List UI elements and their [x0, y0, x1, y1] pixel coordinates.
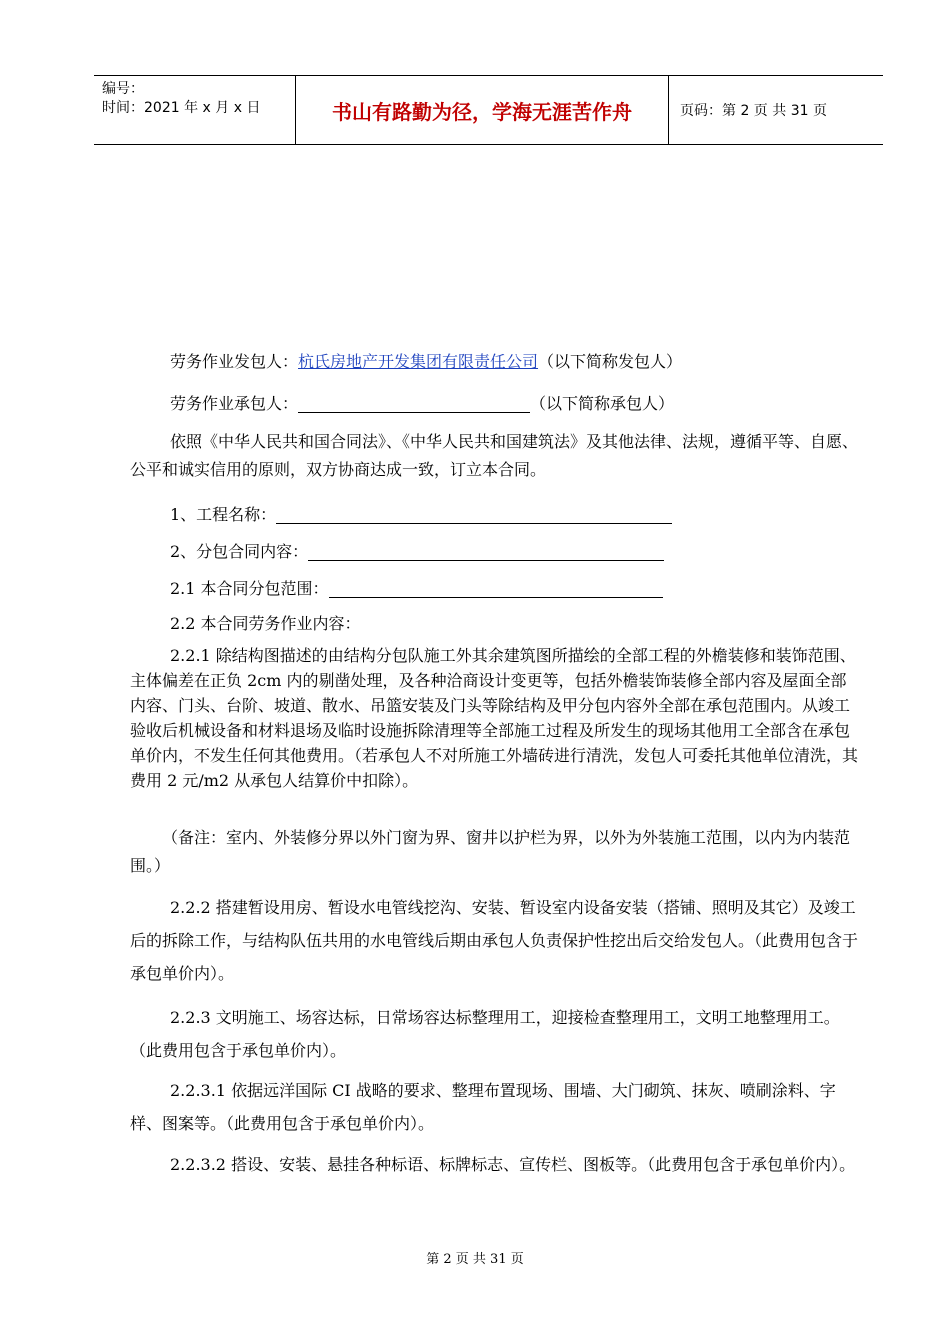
section-2-2-2: 2.2.2 搭建暂设用房、暂设水电管线挖沟、安装、暂设室内设备安装（搭铺、照明及其它）及竣工后的拆除工作，与结构队伍共用的水电管线后期由承包人负责保护性挖出后交给发包人。（此费用包含于承包单价内）。 — [130, 898, 859, 983]
section-2-2-1: 2.2.1 除结构图描述的由结构分包队施工外其余建筑图所描绘的全部工程的外檐装修和装饰范围、主体偏差在正负 2cm 内的剔凿处理，及各种洽商设计变更等，包括外檐装饰装修全部内容及屋面全部内容、门头、台阶、坡道、散水、吊篮安装及门头等除结构及甲分包内容外全部在承包范围内。从竣工验收后机械设备和材料退场及临时设施拆除清理等全部施工过程及所发生的现场其他用工全部含在承包单价内，不发生任何其他费用。（若承包人不对所施工外墙砖进行清洗，发包人可委托其他单位清洗，其费用 2 元/m2 从承包人结算价中扣除）。 — [130, 646, 859, 790]
subcontract-content-line: 2、分包合同内容： — [130, 538, 860, 566]
header-page-number: 页码：第 2 页 共 31 页 — [680, 103, 827, 119]
section-2-2-3-1: 2.2.3.1 依据远洋国际 CI 战略的要求、整理布置现场、围墙、大门砌筑、抹灰、喷刷涂料、字样、图案等。（此费用包含于承包单价内）。 — [130, 1081, 836, 1133]
contractor-name-blank[interactable] — [298, 394, 530, 413]
project-name-blank[interactable] — [276, 505, 672, 524]
project-name-line: 1、工程名称： — [130, 501, 860, 529]
page-footer: 第 2 页 共 31 页 — [426, 1252, 524, 1267]
note-paragraph: （备注：室内、外装修分界以外门窗为界、窗井以护栏为界，以外为外装施工范围，以内为内装范围。） — [130, 828, 851, 875]
subcontract-content-blank[interactable] — [308, 542, 664, 561]
labor-content-heading: 2.2 本合同劳务作业内容： — [170, 614, 361, 633]
section-2-2-3: 2.2.3 文明施工、场容达标，日常场容达标整理用工，迎接检查整理用工，文明工地整理用工。（此费用包含于承包单价内）。 — [130, 1008, 840, 1060]
employer-name[interactable]: 杭氏房地产开发集团有限责任公司 — [298, 352, 539, 371]
document-number: 编号： — [102, 81, 144, 97]
section-2-2-3-2: 2.2.3.2 搭设、安装、悬挂各种标语、标牌标志、宣传栏、图板等。（此费用包含于承包单价内）。 — [170, 1155, 856, 1174]
page-header — [94, 75, 883, 145]
subcontract-scope-blank[interactable] — [329, 579, 663, 598]
subcontract-scope-line: 2.1 本合同分包范围： — [130, 575, 860, 603]
header-meta — [102, 80, 260, 118]
employer-line: 劳务作业发包人：杭氏房地产开发集团有限责任公司（以下简称发包人） — [170, 352, 683, 371]
contractor-line: 劳务作业承包人： （以下简称承包人） — [170, 394, 675, 413]
basis-paragraph: 依照《中华人民共和国合同法》、《中华人民共和国建筑法》及其他法律、法规，遵循平等、自愿、公平和诚实信用的原则，双方协商达成一致，订立本合同。 — [130, 432, 859, 479]
header-motto: 书山有路勤为径，学海无涯苦作舟 — [295, 76, 669, 144]
document-date: 时间：2021 年 x 月 x 日 — [102, 100, 261, 116]
